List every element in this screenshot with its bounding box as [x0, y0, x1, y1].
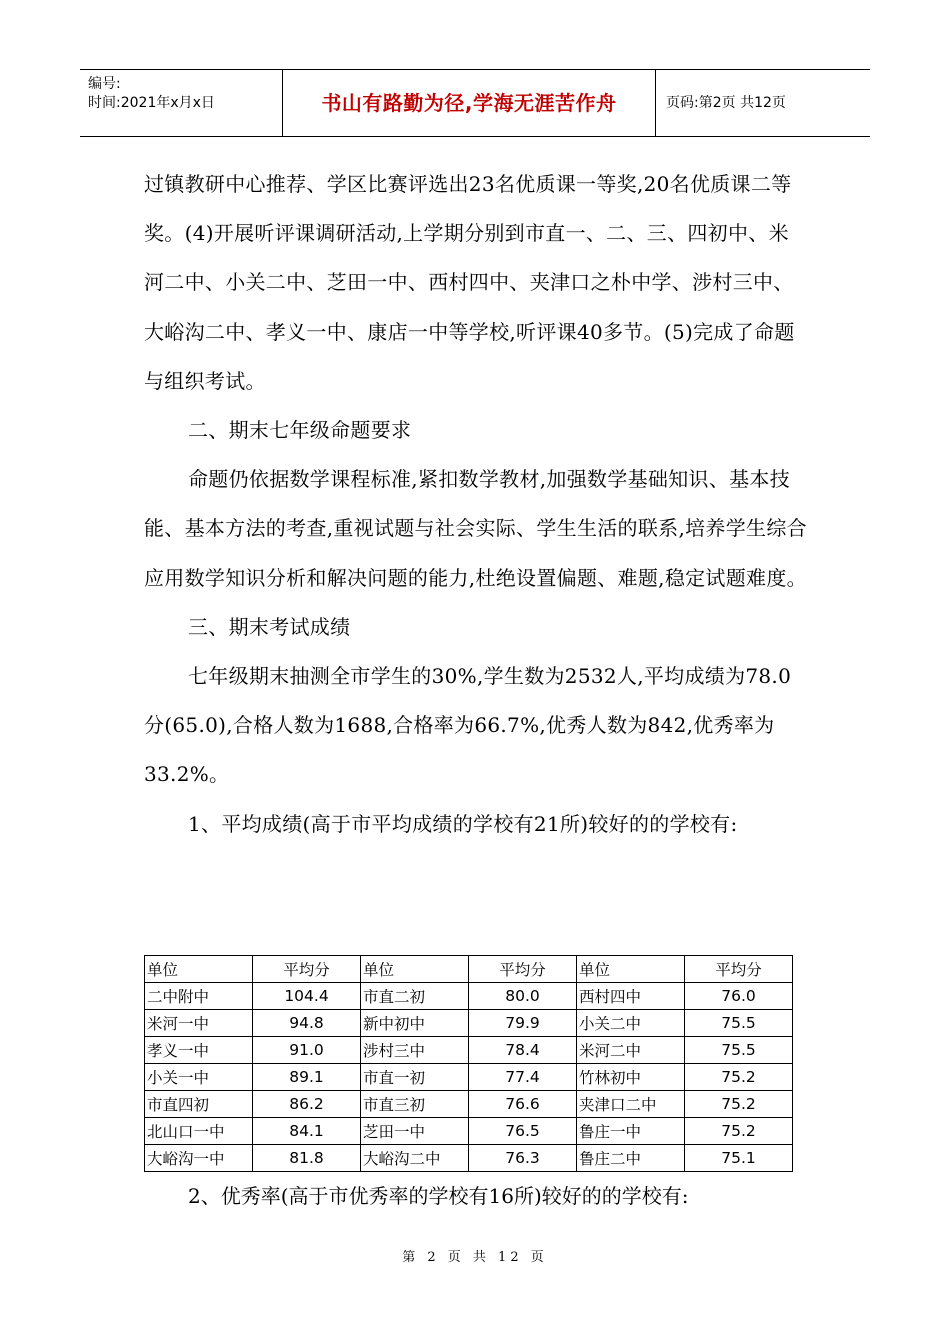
table-cell: 芝田一中	[361, 1118, 469, 1145]
section-heading-2: 二、期末七年级命题要求	[188, 418, 412, 443]
table-cell: 涉村三中	[361, 1037, 469, 1064]
table-cell: 104.4	[253, 983, 361, 1010]
table-cell: 75.5	[685, 1037, 793, 1064]
paragraph-3: 七年级期末抽测全市学生的30%,学生数为2532人,平均成绩为78.0分(65.0),合格人数为1688,合格率为66.7%,优秀人数为842,优秀率为33.2%。	[144, 664, 792, 787]
section-heading-3: 三、期末考试成绩	[188, 614, 351, 639]
table-cell: 市直四初	[145, 1091, 253, 1118]
header-motto: 书山有路勤为径,学海无涯苦作舟	[283, 70, 656, 136]
table-row	[145, 1064, 793, 1091]
table-header-cell: 平均分	[253, 956, 361, 983]
paragraph-1: 过镇教研中心推荐、学区比赛评选出23名优质课一等奖,20名优质课二等奖。(4)开展听评课调研活动,上学期分别到市直一、二、三、四初中、米河二中、小关二中、芝田一中、西村四中、夹津口之朴中学、涉村三中、大峪沟二中、孝义一中、康店一中等学校,听评课40多节。(5)完成了命题与组织考试。	[144, 172, 795, 393]
table-cell: 75.1	[685, 1145, 793, 1172]
table-cell: 市直二初	[361, 983, 469, 1010]
table-header-cell: 单位	[145, 956, 253, 983]
paragraph-after-table: 2、优秀率(高于市优秀率的学校有16所)较好的的学校有:	[188, 1184, 689, 1208]
table-cell: 新中初中	[361, 1010, 469, 1037]
table-cell: 米河一中	[145, 1010, 253, 1037]
header-page-info: 页码:第2页 共12页	[666, 95, 786, 111]
paragraph-4: 1、平均成绩(高于市平均成绩的学校有21所)较好的的学校有:	[188, 811, 738, 836]
table-cell: 84.1	[253, 1118, 361, 1145]
table-cell: 大峪沟二中	[361, 1145, 469, 1172]
table-row	[145, 1118, 793, 1145]
scores-table-wrapper	[144, 955, 793, 1172]
table-cell: 孝义一中	[145, 1037, 253, 1064]
table-cell: 75.5	[685, 1010, 793, 1037]
table-cell: 市直三初	[361, 1091, 469, 1118]
document-body	[144, 160, 809, 849]
table-cell: 76.0	[685, 983, 793, 1010]
table-row	[145, 1010, 793, 1037]
table-cell: 西村四中	[577, 983, 685, 1010]
table-cell: 市直一初	[361, 1064, 469, 1091]
table-cell: 米河二中	[577, 1037, 685, 1064]
table-cell: 75.2	[685, 1118, 793, 1145]
table-row	[145, 983, 793, 1010]
table-row	[145, 1091, 793, 1118]
table-cell: 北山口一中	[145, 1118, 253, 1145]
header-meta	[80, 70, 283, 136]
table-header-row	[145, 956, 793, 983]
table-cell: 78.4	[469, 1037, 577, 1064]
table-cell: 76.6	[469, 1091, 577, 1118]
table-cell: 77.4	[469, 1064, 577, 1091]
table-cell: 75.2	[685, 1091, 793, 1118]
paragraph-2: 命题仍依据数学课程标准,紧扣数学教材,加强数学基础知识、基本技能、基本方法的考查,重视试题与社会实际、学生生活的联系,培养学生综合应用数学知识分析和解决问题的能力,杜绝设置偏题、难题,稳定试题难度。	[144, 467, 807, 590]
table-cell: 89.1	[253, 1064, 361, 1091]
table-row	[145, 1145, 793, 1172]
table-header-cell: 平均分	[469, 956, 577, 983]
scores-table	[144, 955, 793, 1172]
document-header	[80, 69, 870, 137]
serial-label: 编号:	[88, 76, 121, 92]
table-cell: 94.8	[253, 1010, 361, 1037]
table-cell: 79.9	[469, 1010, 577, 1037]
table-header-cell: 平均分	[685, 956, 793, 983]
table-cell: 鲁庄二中	[577, 1145, 685, 1172]
table-cell: 夹津口二中	[577, 1091, 685, 1118]
table-cell: 91.0	[253, 1037, 361, 1064]
table-cell: 76.3	[469, 1145, 577, 1172]
table-header-cell: 单位	[577, 956, 685, 983]
page-footer: 第 2 页 共 12 页	[402, 1250, 548, 1265]
table-header-cell: 单位	[361, 956, 469, 983]
table-cell: 二中附中	[145, 983, 253, 1010]
table-cell: 鲁庄一中	[577, 1118, 685, 1145]
table-cell: 竹林初中	[577, 1064, 685, 1091]
time-label: 时间:2021年x月x日	[88, 95, 215, 111]
table-cell: 80.0	[469, 983, 577, 1010]
table-cell: 86.2	[253, 1091, 361, 1118]
table-cell: 81.8	[253, 1145, 361, 1172]
table-cell: 75.2	[685, 1064, 793, 1091]
table-cell: 小关二中	[577, 1010, 685, 1037]
table-cell: 大峪沟一中	[145, 1145, 253, 1172]
table-row	[145, 1037, 793, 1064]
table-cell: 76.5	[469, 1118, 577, 1145]
table-cell: 小关一中	[145, 1064, 253, 1091]
